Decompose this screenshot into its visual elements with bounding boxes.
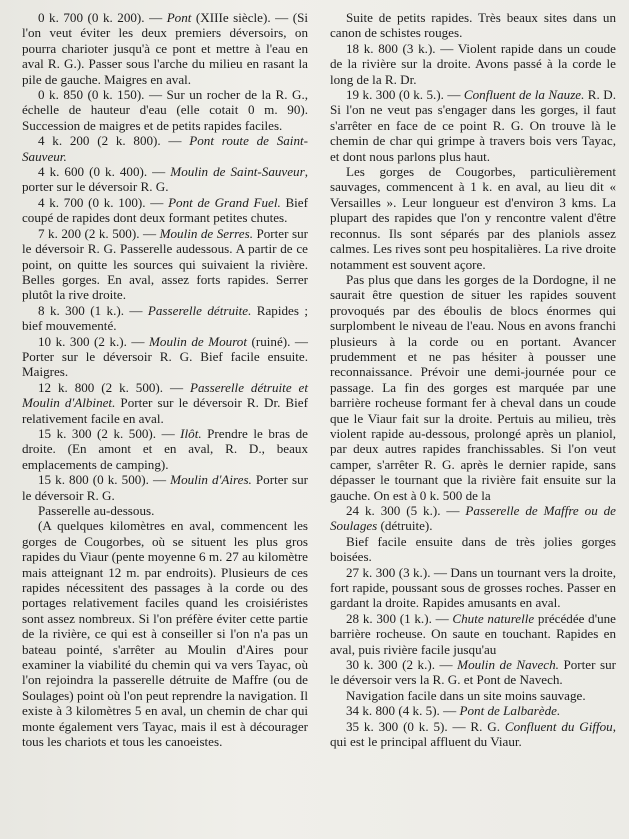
paragraph [22, 380, 308, 426]
place-name: Passerelle détruite et Moulin d'Albinet. [22, 379, 308, 411]
paragraph-text: 28 k. 300 (1 k.). — [346, 610, 453, 626]
place-name: Pont [166, 10, 192, 25]
paragraph [22, 518, 308, 749]
paragraph [22, 226, 308, 303]
paragraph [22, 472, 308, 503]
paragraph [330, 272, 616, 503]
paragraph [330, 534, 616, 565]
place-name: Ilôt. [180, 425, 202, 441]
paragraph-text: 19 k. 300 (0 k. 5.). — [346, 87, 464, 103]
place-name: Pont de Grand Fuel. [168, 194, 281, 210]
paragraph [330, 87, 616, 164]
place-name: Pont de Lalbarède. [459, 703, 561, 719]
paragraph-text: 4 k. 600 (0 k. 400). — [38, 164, 171, 180]
paragraph-text: (ruiné). — Porter sur le déversoir R. G. Bief facile ensuite. Maigres. [22, 333, 308, 380]
paragraph-text: précédée d'une barrière rocheuse. On saute en touchant. Rapides en aval, puis rivière facile jusqu'au [330, 610, 616, 657]
paragraph-text: 8 k. 300 (1 k.). — [38, 302, 148, 318]
paragraph-text: 27 k. 300 (3 k.). — Dans un tournant vers la droite, fort rapide, poussant sous de grosses roches. Passer en gardant la droite. Rapides amusants en aval. [330, 564, 616, 611]
paragraph-text: Bief coupé de rapides dont deux formant petites chutes. [22, 194, 308, 226]
paragraph [330, 41, 616, 87]
place-name: Confluent du Giffou [504, 718, 613, 734]
paragraph-text: R. D. Si l'on ne veut pas s'engager dans les gorges, il faut s'arrêter en face de ce point R. G. On trouve là le chemin de char qui grimpe à travers bois vers Tayac, et dont nous parlons plus haut. [330, 87, 616, 164]
paragraph-text: 0 k. 700 (0 k. 200). — [38, 10, 167, 25]
paragraph [330, 503, 616, 534]
paragraph-text: Porter sur le déversoir R. G. [22, 472, 308, 503]
paragraph-text: 18 k. 800 (3 k.). — Violent rapide dans un coude de la rivière sur la droite. Avons passé à la corde le long de la R. Dr. [330, 40, 616, 87]
place-name: Moulin de Saint-Sauveur [170, 164, 305, 180]
paragraph-text: Porter sur le déversoir vers la R. G. et Pont de Navech. [330, 657, 617, 688]
paragraph-text: 4 k. 200 (2 k. 800). — [38, 133, 190, 149]
paragraph-text: 34 k. 800 (4 k. 5). — [346, 703, 460, 719]
place-name: Passerelle détruite. [147, 302, 252, 318]
paragraph [22, 503, 308, 518]
paragraph-text: Porter sur le déversoir R. G. Passerelle audessous. A partir de ce point, on quitte les sources qui suivaient la rivière. Belles gorges. En aval, assez forts rapides. Serrer plutôt la rive droite. [22, 225, 308, 303]
paragraph-text: 0 k. 850 (0 k. 150). — Sur un rocher de la R. G., échelle de hauteur d'eau (elle cotait 0 m. 90). Succession de maigres et de petits rapides faciles. [22, 87, 308, 133]
paragraph-text: (XIIIe siècle). — (Si l'on veut éviter les deux premiers déversoirs, on pourra charioter jusqu'à ce pont et mettre à l'eau en aval R. G.). Passer sous l'arche du milieu en rasant la pile de gauche. Maigres en aval. [22, 10, 308, 87]
paragraph-text: Porter sur le déversoir R. Dr. Bief relativement facile en aval. [22, 395, 308, 426]
paragraph [330, 10, 616, 41]
paragraph-text: 35 k. 300 (0 k. 5). — R. G. [346, 718, 505, 734]
paragraph [330, 703, 616, 718]
paragraph [22, 164, 308, 195]
place-name: Confluent de la Nauze. [463, 87, 585, 103]
paragraph [22, 87, 308, 133]
paragraph [330, 611, 616, 657]
place-name: Pont route de Saint-Sauveur. [22, 133, 308, 164]
paragraph [22, 334, 308, 380]
text-column-right [330, 10, 616, 839]
paragraph-text: 12 k. 800 (2 k. 500). — [38, 379, 190, 395]
paragraph-text: (A quelques kilomètres en aval, commencent les gorges de Cougorbes, où se situent les plus gros rapides du Viaur (pente moyenne 6 m. 27 au kilomètre mais atteignant 12 m. par endroits). Plusieurs de ces rapides nécessitent des passages à la corde ou des portages relativement faciles quand les croisiéristes sont assez nombreux. Si l'on préfère éviter cette partie de la rivière, ce qui est à conseiller si l'on n'a pas un bateau pointé, s'arrêter au Moulin d'Aires pour examiner la viabilité du chemin qui va vers Tayac, où l'on rejoindra la passerelle détruite de Maffre (ou de Soulages) point où l'on peut reprendre la navigation. Il existe à 3 kilomètres 5 en aval, un chemin de char qui monte également vers Tayac, mais il est à décourager tous les chariots et tous les canoeistes. [22, 518, 308, 750]
paragraph-text: Navigation facile dans un site moins sauvage. [346, 687, 586, 703]
paragraph [22, 303, 308, 334]
paragraph [330, 688, 616, 703]
paragraph-text: 15 k. 800 (0 k. 500). — [38, 472, 171, 488]
paragraph-text: Bief facile ensuite dans de très jolies gorges boisées. [330, 533, 616, 565]
place-name: Passerelle de Maffre ou de Soulages [330, 503, 616, 534]
paragraph [22, 426, 308, 472]
paragraph [330, 657, 616, 688]
paragraph [22, 10, 308, 87]
paragraph-text: 7 k. 200 (2 k. 500). — [38, 225, 160, 241]
place-name: Moulin de Serres. [159, 225, 253, 241]
paragraph-text: Les gorges de Cougorbes, particulièrement sauvages, commencent à 1 k. en aval, au lieu dit « Versailles ». Leur longueur est d'environ 3 kms. La plupart des rapides que l'on y rencontre valent d'être reconnus. Ils sont séparés par des planiols assez calmes. Les rives sont peu hospitalières. La rive droite notamment est souvent açore. [330, 164, 616, 272]
paragraph-text: Passerelle au-dessous. [38, 503, 155, 518]
paragraph-text: (détruite). [377, 518, 433, 534]
paragraph-text: , porter sur le déversoir R. G. [22, 164, 308, 195]
place-name: Moulin d'Aires. [170, 472, 252, 488]
text-column-left [22, 10, 308, 839]
paragraph [22, 195, 308, 226]
paragraph-text: 10 k. 300 (2 k.). — [38, 333, 150, 349]
paragraph-text: Suite de petits rapides. Très beaux sites dans un canon de schistes rouges. [330, 10, 616, 41]
paragraph-text: 30 k. 300 (2 k.). — [346, 657, 458, 673]
place-name: Moulin de Navech. [457, 657, 559, 673]
place-name: Moulin de Mourot [149, 333, 247, 349]
paragraph [22, 133, 308, 164]
paragraph-text: , qui est le principal affluent du Viaur. [330, 718, 617, 750]
paragraph [330, 164, 616, 272]
paragraph-text: Rapides ; bief mouvementé. [22, 302, 308, 334]
paragraph-text: 24 k. 300 (5 k.). — [346, 503, 466, 518]
paragraph-text: 4 k. 700 (0 k. 100). — [38, 194, 169, 210]
paragraph-text: Prendre le bras de droite. (En amont et en aval, R. D., beaux emplacements de camping). [22, 425, 308, 472]
place-name: Chute naturelle [452, 610, 535, 626]
paragraph [330, 565, 616, 611]
paragraph [330, 719, 616, 750]
paragraph-text: Pas plus que dans les gorges de la Dordogne, il ne saurait être question de situer les rapides souvent provoqués par des éboulis de blocs énormes qui surplombent le niveau de l'eau. Nous en avons franchi plusieurs à la corde ou en portant. Avancer prudemment et ne pas hésiter à pousser une reconnaissance. Prévoir une demi-journée pour ce passage. La fin des gorges est marquée par une barrière rocheuse formant fer à cheval dans un coude que le Viaur fait sur la droite. Pertuis au milieu, très violent rapide au-dessous, prolongé après un planiol, par deux autres rapides franchissables. Si l'on veut camper, s'arrêter R. G. après le dernier rapide, sans dépasser le tournant que la rivière fait ensuite sur la gauche. On est à 0 k. 500 de la [330, 271, 616, 503]
paragraph-text: 15 k. 300 (2 k. 500). — [38, 425, 181, 441]
